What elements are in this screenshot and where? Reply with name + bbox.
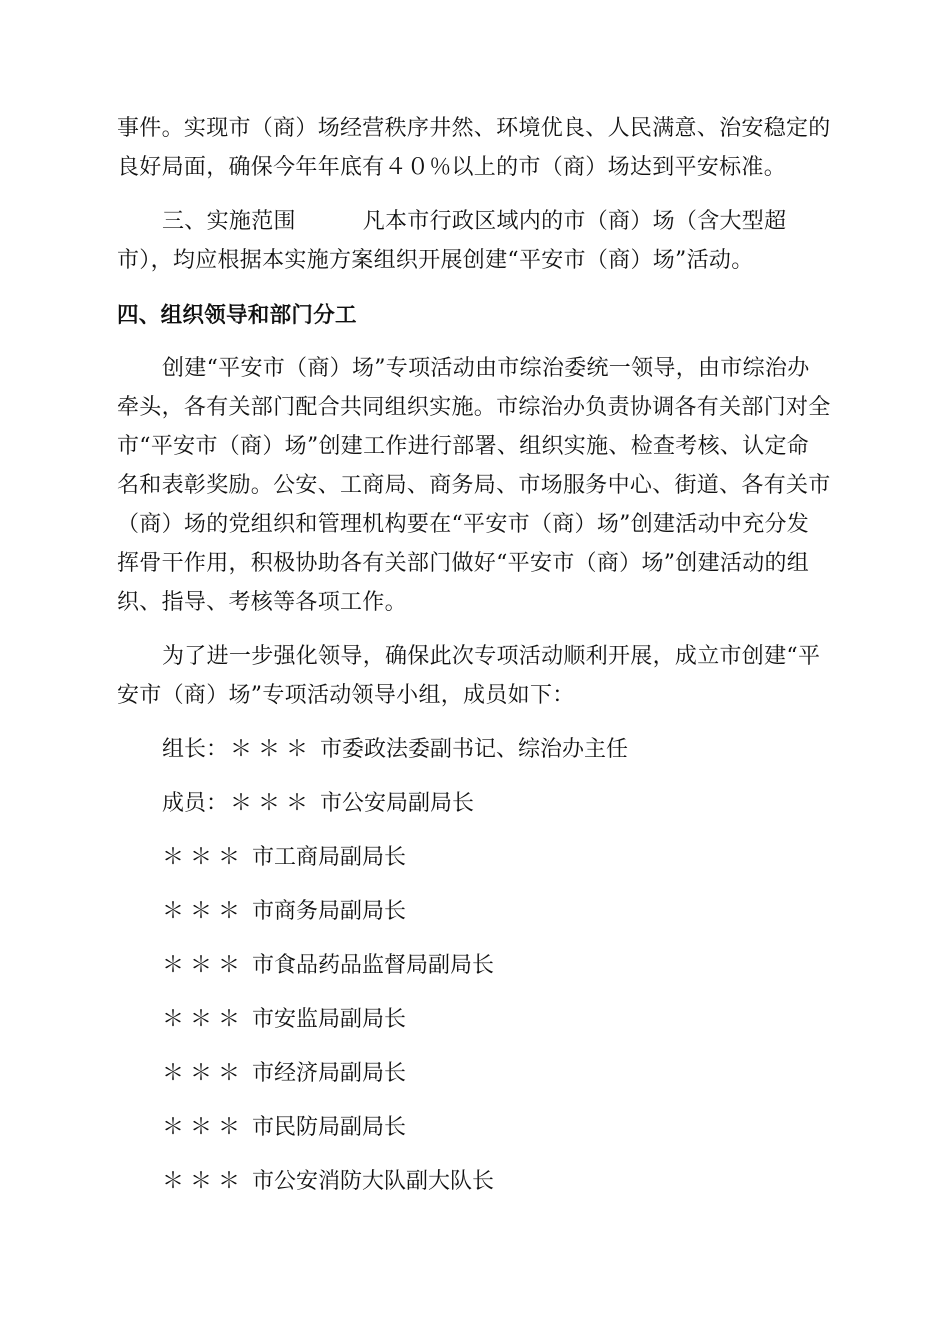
member-name: ＊＊＊: [230, 737, 315, 762]
member-role: 市民防局副局长: [252, 1115, 407, 1140]
member-role: 市商务局副局长: [252, 899, 407, 924]
member-role: 市公安局副局长: [320, 791, 475, 816]
body-text-line: 市），均应根据本实施方案组织开展创建“平安市（商）场”活动。: [117, 248, 754, 273]
section-four-heading: 四、组织领导和部门分工: [117, 303, 357, 328]
member-name: ＊＊＊: [162, 1169, 247, 1194]
member-name: ＊＊＊: [162, 1061, 247, 1086]
member-role: 市经济局副局长: [252, 1061, 407, 1086]
body-text-line: 良好局面，确保今年年底有４０％以上的市（商）场达到平安标准。: [117, 155, 787, 180]
member-name: ＊＊＊: [162, 845, 247, 870]
member-role: 市安监局副局长: [252, 1007, 407, 1032]
member-label: 组长：: [162, 737, 229, 762]
member-name: ＊＊＊: [162, 899, 247, 924]
body-text-line: 事件。实现市（商）场经营秩序井然、环境优良、人民满意、治安稳定的: [117, 116, 831, 141]
member-name: ＊＊＊: [162, 1007, 247, 1032]
body-text-line: （商）场的党组织和管理机构要在“平安市（商）场”创建活动中充分发: [117, 512, 810, 537]
body-text-line: 挥骨干作用，积极协助各有关部门做好“平安市（商）场”创建活动的组: [117, 551, 810, 576]
body-text-line: 名和表彰奖励。公安、工商局、商务局、市场服务中心、街道、各有关市: [117, 473, 831, 498]
member-role: 市工商局副局长: [252, 845, 407, 870]
member-name: ＊＊＊: [230, 791, 315, 816]
body-text-line: 创建“平安市（商）场”专项活动由市综治委统一领导，由市综治办: [162, 356, 810, 381]
body-text-line: 为了进一步强化领导，确保此次专项活动顺利开展，成立市创建“平: [162, 644, 821, 669]
member-role: 市委政法委副书记、综治办主任: [320, 737, 629, 762]
body-text-line: 牵头，各有关部门配合共同组织实施。市综治办负责协调各有关部门对全: [117, 395, 831, 420]
body-text-line: 织、指导、考核等各项工作。: [117, 590, 407, 615]
member-role: 市食品药品监督局副局长: [252, 953, 495, 978]
member-role: 市公安消防大队副大队长: [252, 1169, 495, 1194]
section-three-text: 三、实施范围 凡本市行政区域内的市（商）场（含大型超: [162, 209, 787, 234]
member-name: ＊＊＊: [162, 1115, 247, 1140]
body-text-line: 安市（商）场”专项活动领导小组，成员如下：: [117, 683, 575, 708]
body-text-line: 市“平安市（商）场”创建工作进行部署、组织实施、检查考核、认定命: [117, 434, 810, 459]
member-label: 成员：: [162, 791, 229, 816]
member-name: ＊＊＊: [162, 953, 247, 978]
